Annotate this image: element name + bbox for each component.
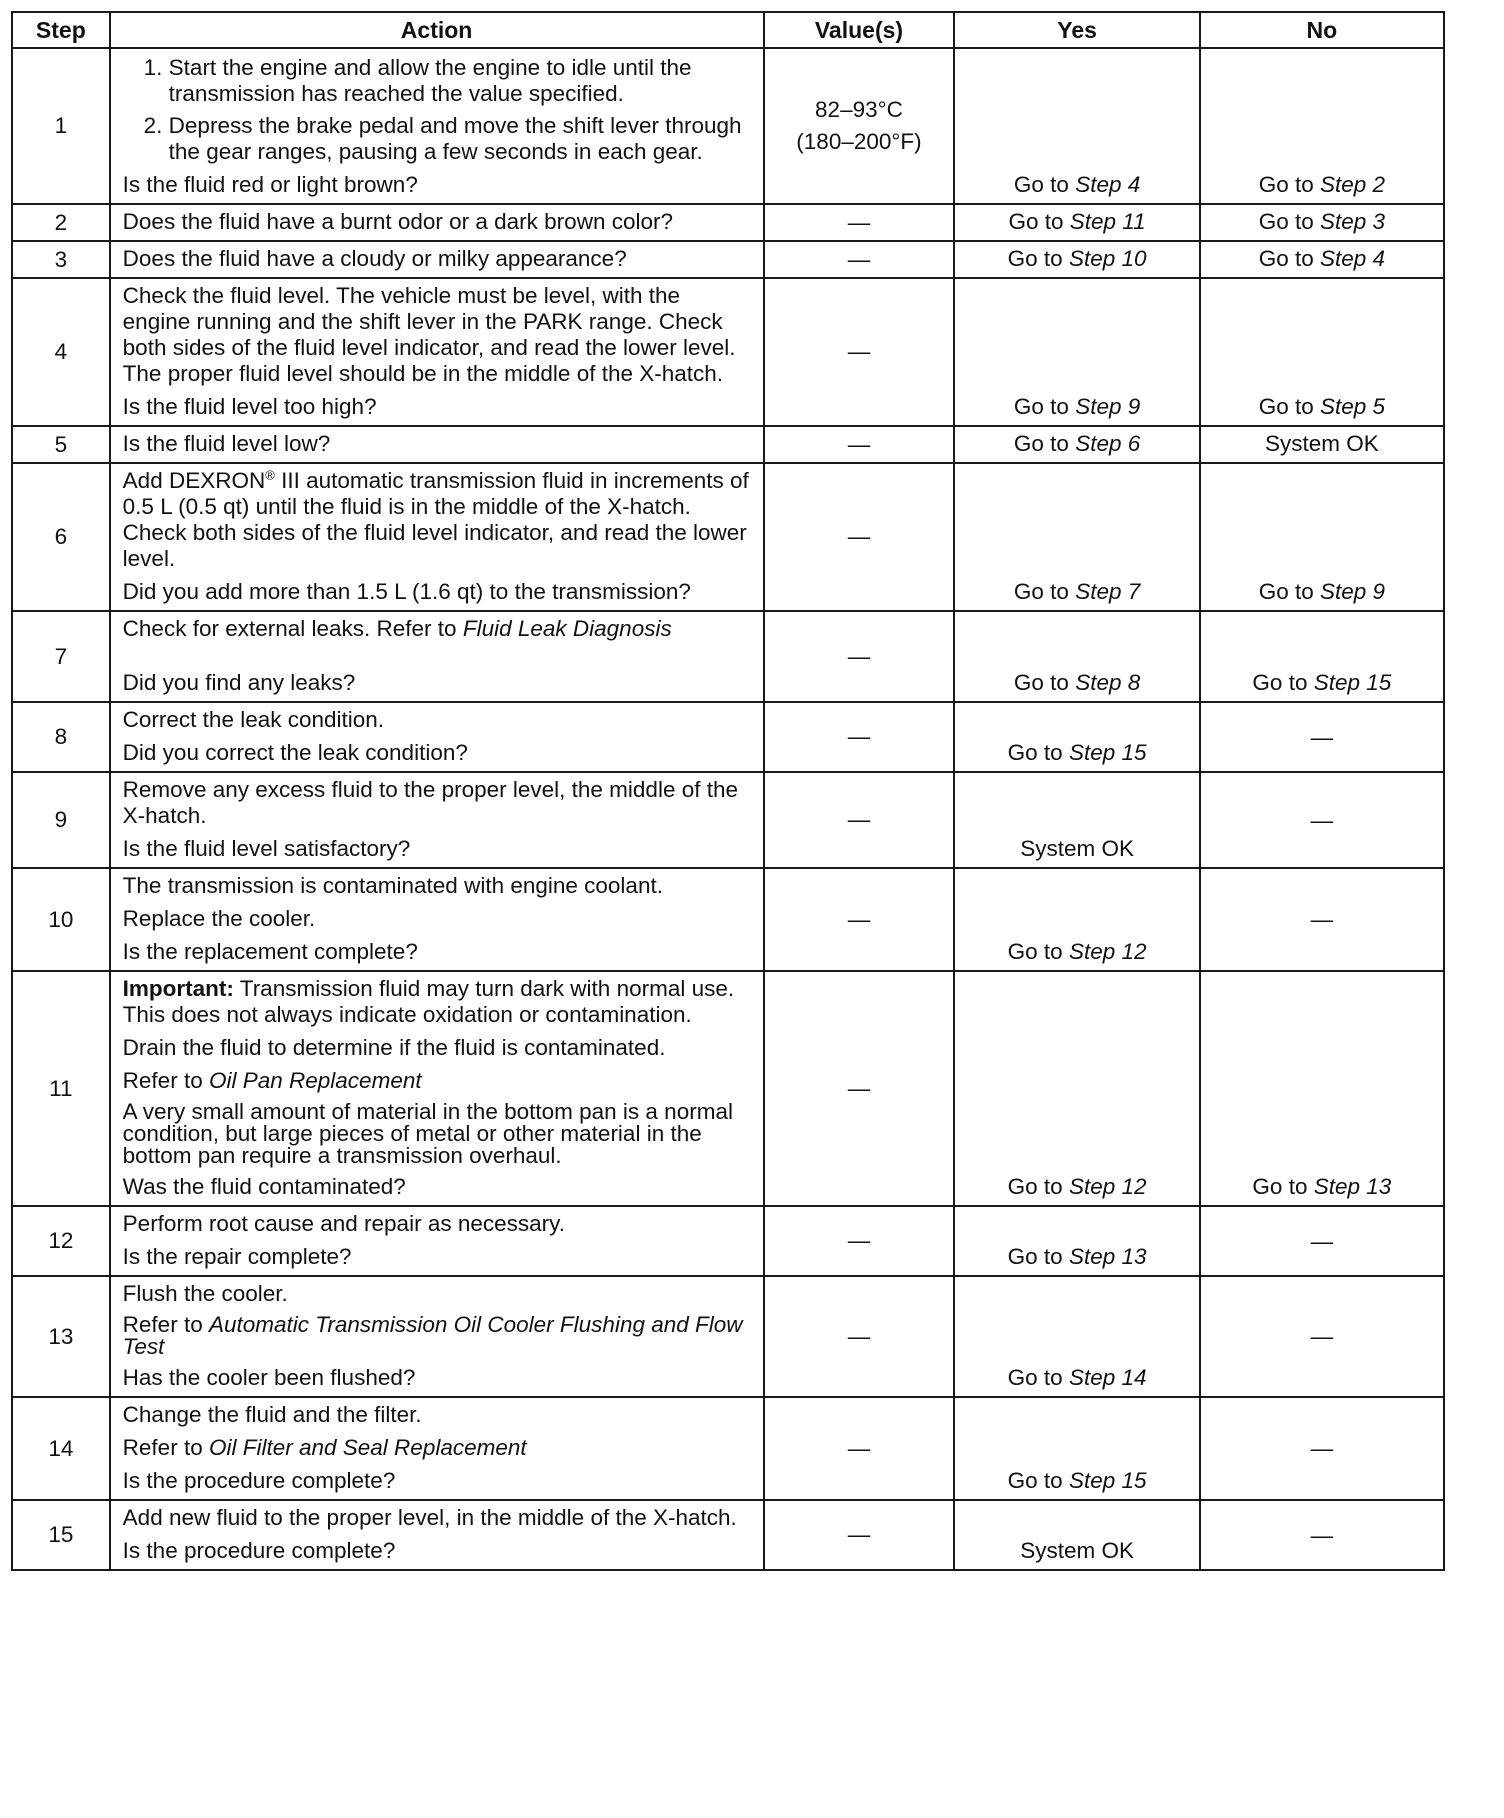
table-row: [12, 971, 1444, 1206]
yes-step-link[interactable]: Step 11: [1069, 209, 1146, 234]
value-cell: —: [764, 772, 955, 868]
no-step-link[interactable]: Step 4: [1319, 246, 1386, 271]
step-number: 15: [12, 1500, 110, 1570]
yes-step-link[interactable]: Step 12: [1068, 939, 1147, 964]
yes-prefix: Go to: [1007, 1468, 1063, 1493]
action-cell: [110, 463, 764, 611]
value-cell: [764, 48, 955, 204]
step-number: 10: [12, 868, 110, 971]
yes-cell: [954, 611, 1199, 702]
yes-prefix: Go to: [1007, 740, 1063, 765]
table-row: [12, 426, 1444, 463]
header-action: Action: [110, 12, 764, 48]
reference-prefix: Refer to: [122, 1435, 203, 1460]
table-row: [12, 241, 1444, 278]
table-row: [12, 1206, 1444, 1276]
no-step-link[interactable]: Step 15: [1313, 670, 1392, 695]
no-cell: [1200, 204, 1444, 241]
no-prefix: Go to: [1252, 670, 1308, 695]
yes-cell: System OK: [954, 772, 1199, 868]
list-item: 2. Depress the brake pedal and move the shift lever through the gear ranges, pausing a few seconds in each gear.: [169, 113, 753, 165]
value-cell: —: [764, 241, 955, 278]
yes-cell: System OK: [954, 1500, 1199, 1570]
yes-step-link[interactable]: Step 15: [1068, 1468, 1147, 1493]
action-text: Remove any excess fluid to the proper level, the middle of the X-hatch.: [122, 777, 739, 828]
step-number: 9: [12, 772, 110, 868]
yes-cell: [954, 278, 1199, 426]
action-question: Is the fluid level low?: [122, 431, 331, 456]
yes-step-link[interactable]: Step 9: [1075, 394, 1141, 419]
no-cell: [1200, 611, 1444, 702]
reference-prefix: Refer to: [122, 1068, 203, 1093]
no-cell: —: [1200, 868, 1444, 971]
yes-step-link[interactable]: Step 14: [1068, 1365, 1147, 1390]
important-label: Important:: [122, 976, 234, 1001]
action-question: Does the fluid have a cloudy or milky appearance?: [122, 246, 627, 271]
no-cell: —: [1200, 702, 1444, 772]
value-fahrenheit: (180–200°F): [796, 129, 922, 154]
yes-prefix: Go to: [1008, 209, 1064, 234]
action-text: Perform root cause and repair as necessary.: [122, 1211, 565, 1236]
no-step-link[interactable]: Step 5: [1319, 394, 1386, 419]
step-number: 5: [12, 426, 110, 463]
no-cell: —: [1200, 1500, 1444, 1570]
yes-prefix: Go to: [1007, 246, 1063, 271]
action-text: Change the fluid and the filter.: [122, 1402, 422, 1427]
action-text: Flush the cooler.: [122, 1281, 288, 1306]
action-text-part: Add DEXRON: [122, 468, 266, 493]
action-cell: [110, 772, 764, 868]
action-text-part: Check for external leaks. Refer to: [122, 616, 457, 641]
yes-cell: [954, 426, 1199, 463]
action-list: [123, 55, 753, 165]
value-cell: —: [764, 204, 955, 241]
action-text: [123, 468, 753, 572]
yes-step-link[interactable]: Step 15: [1068, 740, 1147, 765]
no-cell: [1200, 48, 1444, 204]
action-text: A very small amount of material in the bottom pan is a normal condition, but large pieces of metal or other material in the bottom pan require a transmission overhaul.: [122, 1099, 733, 1168]
value-cell: —: [764, 1206, 955, 1276]
no-cell: —: [1200, 1206, 1444, 1276]
value-cell: —: [764, 702, 955, 772]
value-cell: —: [764, 1500, 955, 1570]
action-cell: [110, 278, 764, 426]
action-text: Check the fluid level. The vehicle must be level, with the engine running and the shift lever in the PARK range. Check both sides of the fluid level indicator, and read the lower level. The proper fluid level should be in the middle of the X-hatch.: [122, 283, 736, 386]
action-text: Drain the fluid to determine if the fluid is contaminated.: [122, 1035, 666, 1060]
table-row: [12, 463, 1444, 611]
yes-step-link[interactable]: Step 12: [1068, 1174, 1147, 1199]
yes-cell: [954, 204, 1199, 241]
action-question: Is the procedure complete?: [122, 1468, 396, 1493]
action-question: Is the fluid level satisfactory?: [122, 836, 411, 861]
value-cell: —: [764, 611, 955, 702]
action-question: Is the procedure complete?: [122, 1538, 396, 1563]
no-step-link[interactable]: Step 3: [1319, 209, 1386, 234]
action-cell: [110, 241, 764, 278]
action-question: Does the fluid have a burnt odor or a dark brown color?: [122, 209, 673, 234]
no-cell: [1200, 971, 1444, 1206]
yes-prefix: Go to: [1013, 670, 1069, 695]
no-cell: System OK: [1200, 426, 1444, 463]
yes-cell: [954, 241, 1199, 278]
action-cell: [110, 611, 764, 702]
value-celsius: 82–93°C: [815, 97, 903, 122]
no-prefix: Go to: [1252, 1174, 1308, 1199]
header-step: Step: [12, 12, 110, 48]
no-step-link[interactable]: Step 9: [1319, 579, 1386, 604]
table-row: [12, 1397, 1444, 1500]
action-text: The transmission is contaminated with engine coolant.: [122, 873, 663, 898]
action-question: Was the fluid contaminated?: [122, 1174, 406, 1199]
step-number: 7: [12, 611, 110, 702]
yes-cell: [954, 1206, 1199, 1276]
yes-cell: [954, 702, 1199, 772]
no-cell: —: [1200, 1397, 1444, 1500]
no-prefix: Go to: [1258, 172, 1314, 197]
table-row: [12, 1500, 1444, 1570]
yes-prefix: Go to: [1013, 394, 1069, 419]
value-cell: —: [764, 971, 955, 1206]
reference-link[interactable]: Oil Pan Replacement: [208, 1068, 422, 1093]
yes-cell: [954, 868, 1199, 971]
value-cell: —: [764, 1276, 955, 1397]
action-text: Correct the leak condition.: [122, 707, 385, 732]
diagnostic-table: [11, 11, 1445, 1571]
reference-prefix: Refer to: [122, 1312, 203, 1337]
registered-mark: ®: [265, 467, 275, 483]
value-cell: —: [764, 278, 955, 426]
yes-prefix: Go to: [1007, 1244, 1063, 1269]
step-number: 1: [12, 48, 110, 204]
step-number: 14: [12, 1397, 110, 1500]
yes-step-link[interactable]: Step 10: [1068, 246, 1147, 271]
value-cell: —: [764, 463, 955, 611]
reference-link[interactable]: Automatic Transmission Oil Cooler Flushing and Flow Test: [122, 1312, 743, 1359]
no-cell: —: [1200, 772, 1444, 868]
important-note: [123, 976, 753, 1028]
yes-step-link[interactable]: Step 4: [1075, 172, 1141, 197]
yes-cell: [954, 48, 1199, 204]
yes-step-link[interactable]: Step 7: [1075, 579, 1141, 604]
no-cell: [1200, 241, 1444, 278]
action-text: [123, 616, 753, 642]
table-row: [12, 868, 1444, 971]
action-cell: [110, 702, 764, 772]
step-number: 12: [12, 1206, 110, 1276]
step-number: 13: [12, 1276, 110, 1397]
action-cell: [110, 48, 764, 204]
table-row: [12, 702, 1444, 772]
action-reference: [123, 1068, 753, 1094]
step-number: 3: [12, 241, 110, 278]
action-cell: [110, 971, 764, 1206]
reference-link[interactable]: Oil Filter and Seal Replacement: [208, 1435, 527, 1460]
no-prefix: Go to: [1258, 246, 1314, 271]
action-text-part: III automatic transmission fluid in increments of 0.5 L (0.5 qt) until the fluid is in the middle of the X-hatch. Check both sides of the fluid level indicator, and read the lower level.: [122, 468, 749, 571]
action-question: Is the repair complete?: [122, 1244, 352, 1269]
no-step-link[interactable]: Step 2: [1319, 172, 1386, 197]
header-yes: Yes: [954, 12, 1199, 48]
yes-step-link[interactable]: Step 6: [1075, 431, 1141, 456]
yes-step-link[interactable]: Step 8: [1075, 670, 1141, 695]
yes-cell: [954, 971, 1199, 1206]
table-row: [12, 204, 1444, 241]
no-cell: [1200, 278, 1444, 426]
action-question: Did you add more than 1.5 L (1.6 qt) to the transmission?: [122, 579, 691, 604]
action-question: Is the fluid level too high?: [122, 394, 377, 419]
action-question: Did you correct the leak condition?: [122, 740, 468, 765]
no-step-link[interactable]: Step 13: [1313, 1174, 1392, 1199]
action-text: Add new fluid to the proper level, in the middle of the X-hatch.: [122, 1505, 737, 1530]
header-values: Value(s): [764, 12, 955, 48]
no-prefix: Go to: [1258, 209, 1314, 234]
action-question: Is the replacement complete?: [122, 939, 418, 964]
yes-prefix: Go to: [1007, 939, 1063, 964]
action-question: Did you find any leaks?: [122, 670, 356, 695]
action-cell: [110, 1500, 764, 1570]
action-reference: [123, 1314, 753, 1358]
list-item: 1. Start the engine and allow the engine to idle until the transmission has reached the value specified.: [169, 55, 753, 107]
action-reference: [123, 1435, 753, 1461]
yes-prefix: Go to: [1007, 1365, 1063, 1390]
action-cell: [110, 1397, 764, 1500]
yes-cell: [954, 1276, 1199, 1397]
value-cell: —: [764, 1397, 955, 1500]
no-prefix: Go to: [1258, 579, 1314, 604]
yes-step-link[interactable]: Step 13: [1068, 1244, 1147, 1269]
action-cell: [110, 204, 764, 241]
action-cell: [110, 1276, 764, 1397]
no-prefix: Go to: [1258, 394, 1314, 419]
yes-prefix: Go to: [1013, 579, 1069, 604]
value-cell: —: [764, 426, 955, 463]
yes-cell: [954, 1397, 1199, 1500]
step-number: 4: [12, 278, 110, 426]
value-cell: —: [764, 868, 955, 971]
yes-cell: [954, 463, 1199, 611]
important-text: Transmission fluid may turn dark with normal use. This does not always indicate oxidation or contamination.: [122, 976, 735, 1027]
header-row: [12, 12, 1444, 48]
action-question: Has the cooler been flushed?: [122, 1365, 416, 1390]
table-row: [12, 1276, 1444, 1397]
yes-prefix: Go to: [1013, 431, 1069, 456]
no-cell: [1200, 463, 1444, 611]
table-row: [12, 772, 1444, 868]
table-row: [12, 611, 1444, 702]
yes-prefix: Go to: [1013, 172, 1069, 197]
step-number: 6: [12, 463, 110, 611]
action-cell: [110, 868, 764, 971]
reference-link[interactable]: Fluid Leak Diagnosis: [462, 616, 672, 641]
header-no: No: [1200, 12, 1444, 48]
yes-prefix: Go to: [1007, 1174, 1063, 1199]
table-row: [12, 278, 1444, 426]
step-number: 2: [12, 204, 110, 241]
action-cell: [110, 1206, 764, 1276]
action-text: Replace the cooler.: [122, 906, 316, 931]
no-cell: —: [1200, 1276, 1444, 1397]
step-number: 11: [12, 971, 110, 1206]
action-question: Is the fluid red or light brown?: [122, 172, 418, 197]
action-cell: [110, 426, 764, 463]
step-number: 8: [12, 702, 110, 772]
table-row: [12, 48, 1444, 204]
